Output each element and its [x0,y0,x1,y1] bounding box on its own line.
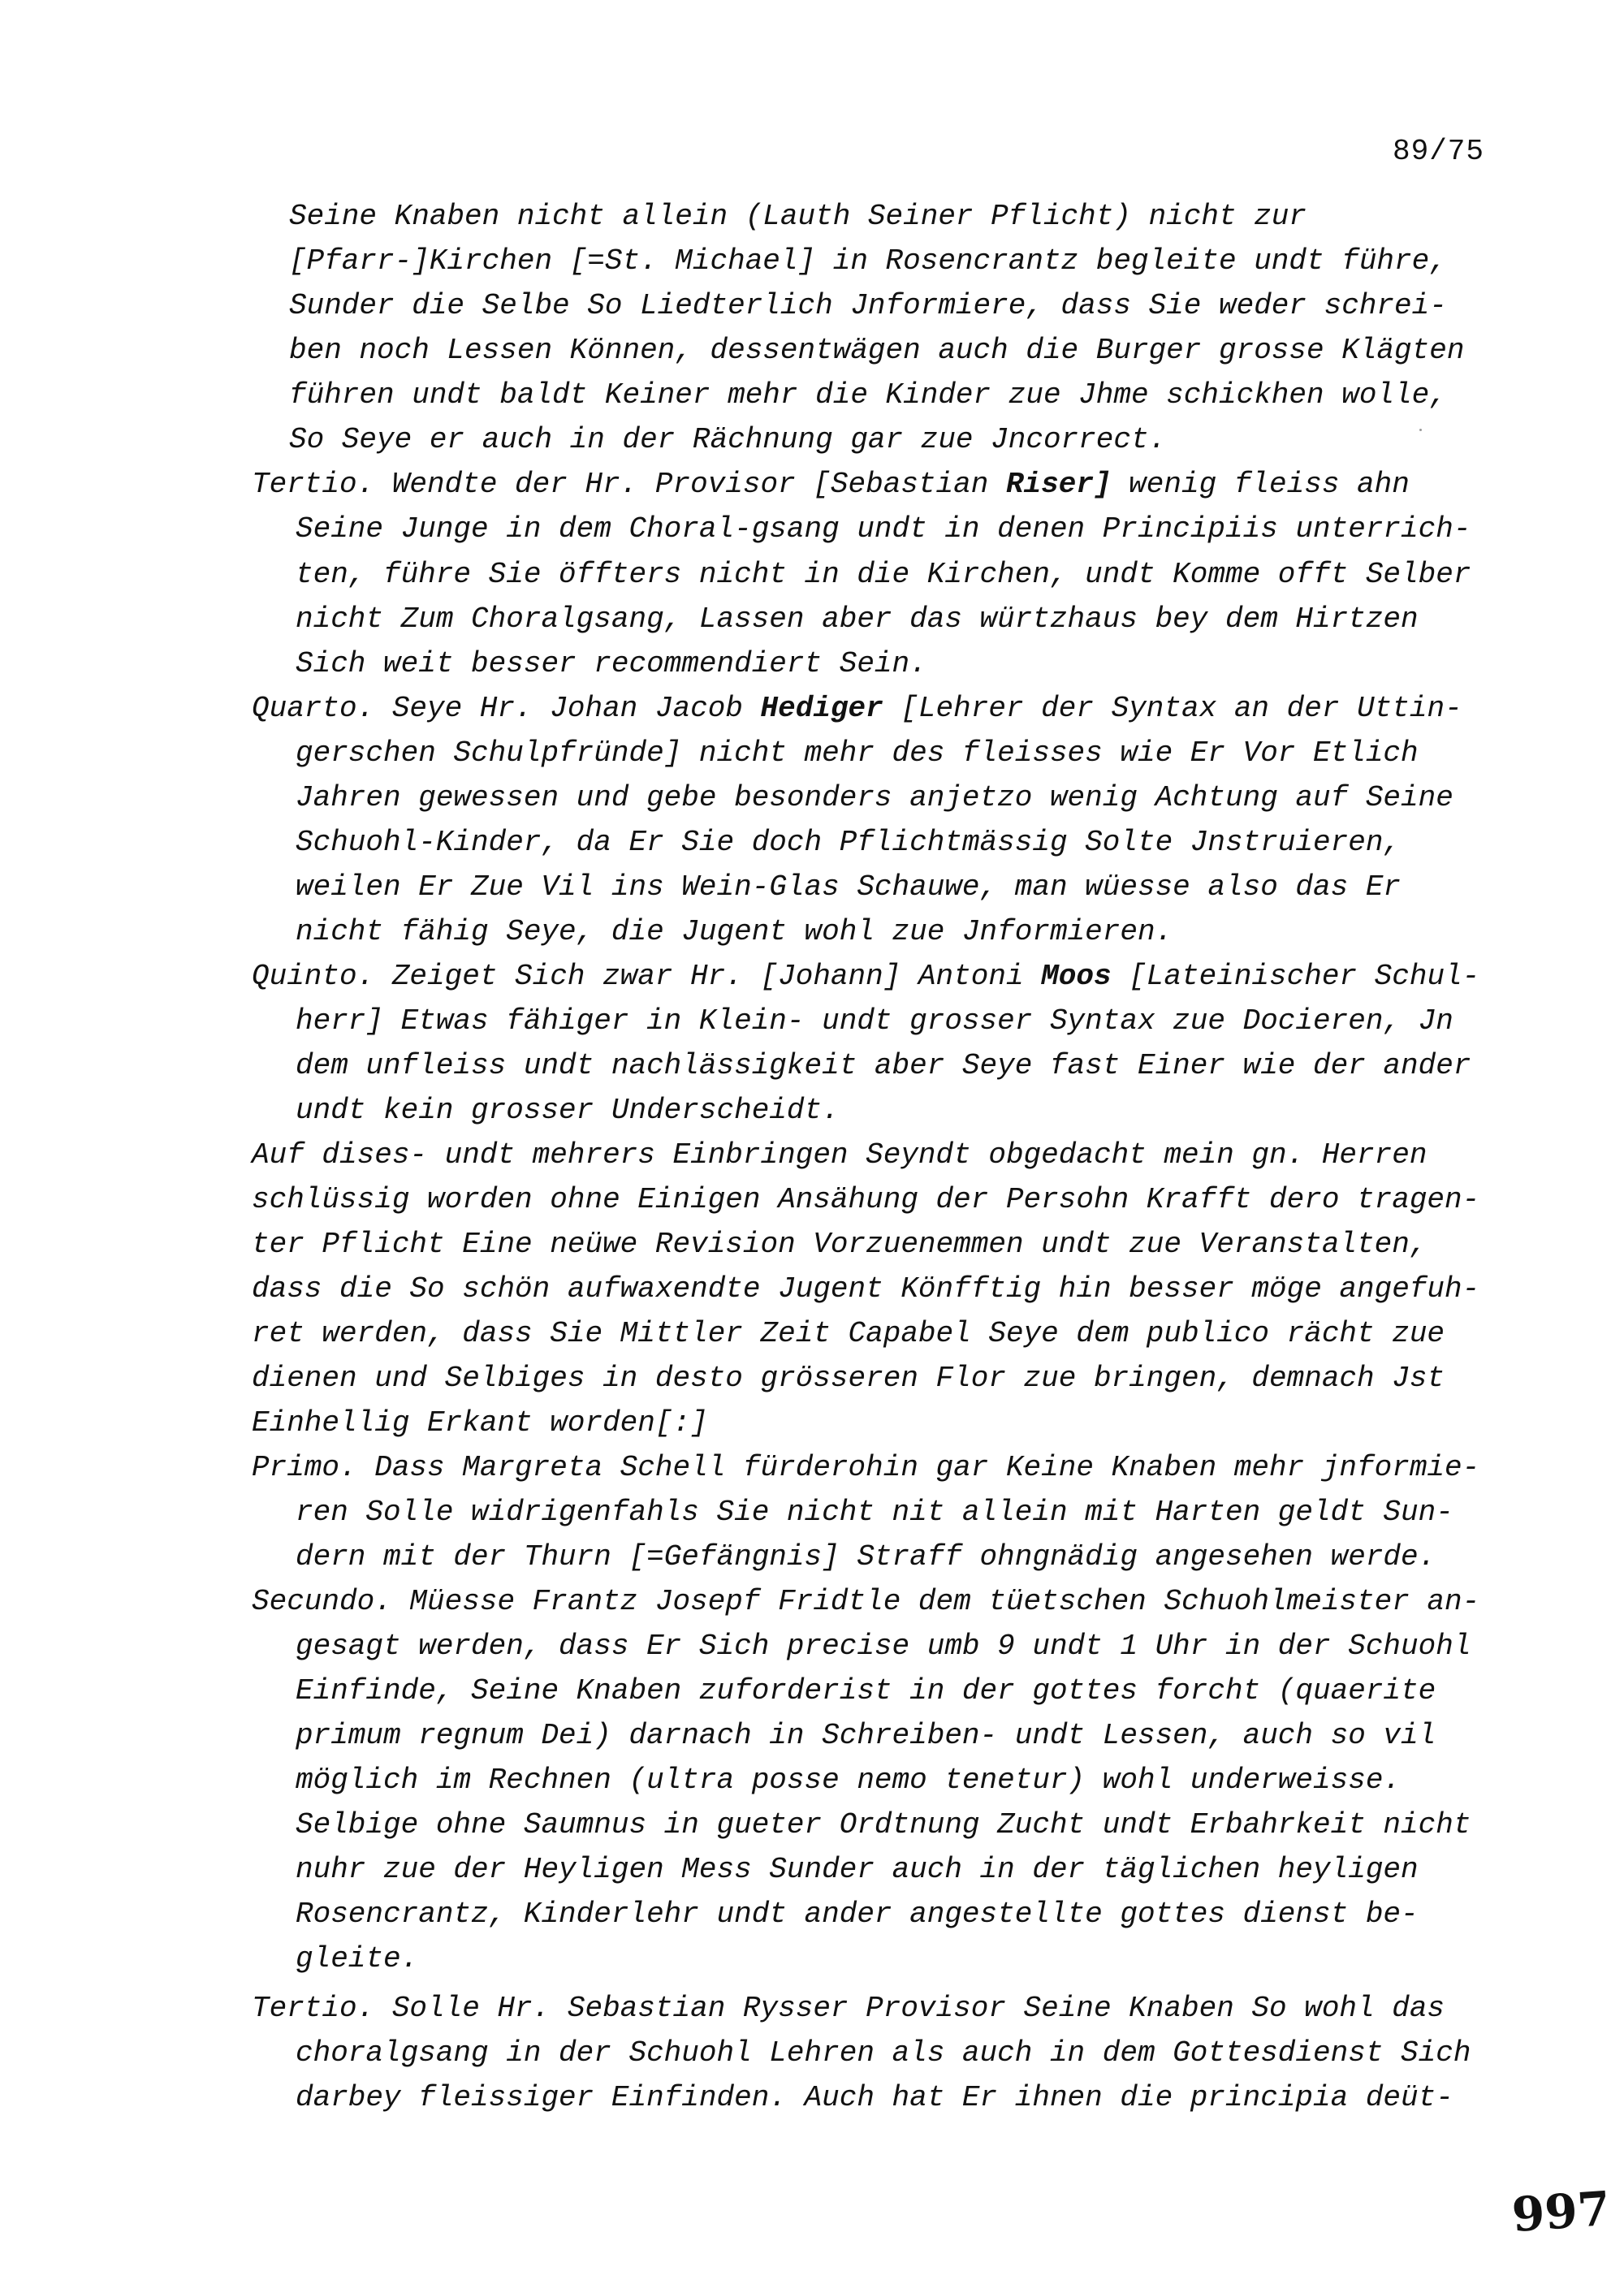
text-line: ren Solle widrigenfahls Sie nicht nit allein mit Harten geldt Sun- [296,1496,1453,1529]
name-emphasis: Moos [1041,960,1112,993]
name-emphasis: Hediger [760,692,883,725]
folio-stamp: 997 [1510,2180,1613,2243]
text-line: Tertio. Wendte der Hr. Provisor [Sebastian Riser] wenig fleiss ahn [252,468,1410,501]
text-line: herr] Etwas fähiger in Klein- undt grosser Syntax zue Docieren, Jn [296,1004,1453,1038]
text-line: Sunder die Selbe So Liedterlich Jnformiere, dass Sie weder schrei- [289,289,1447,322]
page-number: 89/75 [1393,135,1485,168]
text-line: Selbige ohne Saumnus in gueter Ordtnung Zucht undt Erbahrkeit nicht [296,1808,1471,1841]
text-line: Quinto. Zeiget Sich zwar Hr. [Johann] Antoni Moos [Lateinischer Schul- [252,960,1480,993]
scan-speck [1419,429,1422,431]
text-line: möglich im Rechnen (ultra posse nemo tenetur) wohl underweisse. [296,1764,1402,1797]
text-line: Tertio. Solle Hr. Sebastian Rysser Provisor Seine Knaben So wohl das [252,1992,1445,2025]
text-line: Seine Junge in dem Choral-gsang undt in denen Principiis unterrich- [296,512,1471,546]
text-line: undt kein grosser Underscheidt. [296,1094,840,1127]
text-line: weilen Er Zue Vil ins Wein-Glas Schauwe, man wüesse also das Er [296,870,1402,904]
text-line: choralgsang in der Schuohl Lehren als auch in dem Gottesdienst Sich [296,2036,1471,2070]
text-line: nicht fähig Seye, die Jugent wohl zue Jnformieren. [296,915,1173,948]
text-line: Rosencrantz, Kinderlehr undt ander angestellte gottes dienst be- [296,1898,1419,1931]
text-line: primum regnum Dei) darnach in Schreiben- undt Lessen, auch so vil [296,1719,1436,1752]
text-line: Schuohl-Kinder, da Er Sie doch Pflichtmässig Solte Jnstruieren, [296,826,1402,859]
text-line: ret werden, dass Sie Mittler Zeit Capabel Seye dem publico rächt zue [252,1317,1445,1350]
text-line: dass die So schön aufwaxendte Jugent Könfftig hin besser möge angefuh- [252,1272,1480,1306]
text-line: gleite. [296,1942,419,1975]
text-line: Einfinde, Seine Knaben zuforderist in der gottes forcht (quaerite [296,1674,1436,1708]
text-line: dern mit der Thurn [=Gefängnis] Straff ohngnädig angesehen werde. [296,1540,1436,1574]
text-line: [Pfarr-]Kirchen [=St. Michael] in Rosencrantz begleite undt führe, [289,244,1447,278]
text-line: darbey fleissiger Einfinden. Auch hat Er ihnen die principia deüt- [296,2081,1453,2114]
text-line: nicht Zum Choralgsang, Lassen aber das würtzhaus bey dem Hirtzen [296,602,1419,636]
text-line: ben noch Lessen Können, dessentwägen auch die Burger grosse Klägten [289,334,1465,367]
name-emphasis: Riser] [1005,468,1112,501]
text-line: führen undt baldt Keiner mehr die Kinder zue Jhme schickhen wolle, [289,378,1447,412]
text-line: schlüssig worden ohne Einigen Ansähung der Persohn Krafft dero tragen- [252,1183,1480,1216]
text-line: nuhr zue der Heyligen Mess Sunder auch in der täglichen heyligen [296,1853,1419,1886]
text-line: So Seye er auch in der Rächnung gar zue Jncorrect. [289,423,1167,456]
text-line: gesagt werden, dass Er Sich precise umb 9 undt 1 Uhr in der Schuohl [296,1630,1471,1663]
text-line: ter Pflicht Eine neüwe Revision Vorzuenemmen undt zue Veranstalten, [252,1228,1427,1261]
text-line: ten, führe Sie öffters nicht in die Kirchen, undt Komme offt Selber [296,558,1471,591]
text-line: dem unfleiss undt nachlässigkeit aber Seye fast Einer wie der ander [296,1049,1471,1082]
text-line: Primo. Dass Margreta Schell fürderohin gar Keine Knaben mehr jnformie- [252,1451,1480,1484]
text-line: Sich weit besser recommendiert Sein. [296,647,927,680]
text-line: gerschen Schulpfründe] nicht mehr des fleisses wie Er Vor Etlich [296,736,1419,770]
text-line: Seine Knaben nicht allein (Lauth Seiner Pflicht) nicht zur [289,200,1307,233]
text-line: dienen und Selbiges in desto grösseren Flor zue bringen, demnach Jst [252,1362,1445,1395]
text-line: Einhellig Erkant worden[:] [252,1406,708,1440]
text-line: Secundo. Müesse Frantz Josepf Fridtle dem tüetschen Schuohlmeister an- [252,1585,1480,1618]
text-line: Auf dises- undt mehrers Einbringen Seyndt obgedacht mein gn. Herren [252,1138,1427,1172]
text-line: Quarto. Seye Hr. Johan Jacob Hediger [Lehrer der Syntax an der Uttin- [252,692,1462,725]
text-line: Jahren gewessen und gebe besonders anjetzo wenig Achtung auf Seine [296,781,1453,814]
